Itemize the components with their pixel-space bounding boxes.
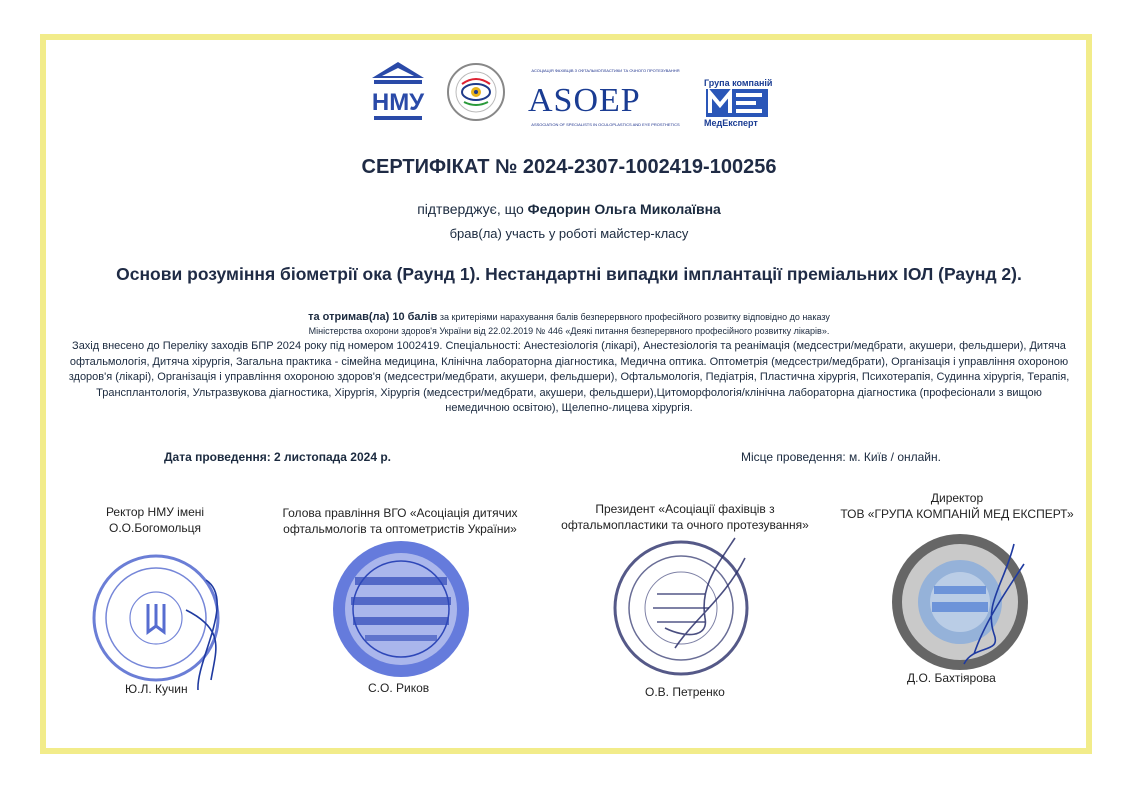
medexpert-logo xyxy=(704,78,772,128)
points-block xyxy=(0,310,1138,338)
points-text: за критеріями нарахування балів безперервного професійного розвитку відповідно до наказу xyxy=(437,312,830,322)
medexpert-group-label: Група компаній xyxy=(704,78,773,88)
signer-name: Ю.Л. Кучин xyxy=(125,682,188,696)
stamp-children-association xyxy=(327,537,477,679)
signer-position: Президент «Асоціації фахівців з офтальмопластики та очного протезування» xyxy=(561,502,809,532)
signer-position: Ректор НМУ імені О.О.Богомольця xyxy=(105,505,205,535)
confirm-line xyxy=(0,201,1138,217)
attendance-line: брав(ла) участь у роботі майстер-класу xyxy=(449,226,689,241)
svg-text:НМУ: НМУ xyxy=(371,89,425,116)
association-round-logo xyxy=(446,62,506,122)
medexpert-mark-icon xyxy=(706,89,768,117)
signature-block-medexpert xyxy=(830,490,1084,522)
course-title: Основи розуміння біометрії ока (Раунд 1). Нестандартні випадки імплантації преміальних ІОЛ (Раунд 2). xyxy=(116,264,1022,284)
signature-block-rector xyxy=(80,504,230,536)
asoep-caption-bottom: ASSOCIATION OF SPECIALISTS IN OCULOPLASTICS AND EYE PROSTHETICS xyxy=(531,122,680,127)
signer-position: Голова правління ВГО «Асоціація дитячих офтальмологів та оптометристів України» xyxy=(282,506,518,536)
asoep-caption-top: АСОЦІАЦІЯ ФАХІВЦІВ З ОФТАЛЬМОПЛАСТИКИ ТА ОЧНОГО ПРОТЕЗУВАННЯ xyxy=(531,68,680,73)
signer-position-1: Директор xyxy=(930,491,984,505)
nmu-logo xyxy=(370,60,426,124)
specialties-details: Захід внесено до Переліку заходів БПР 2024 року під номером 1002419. Спеціальності: Анестезіологія (лікарі), Анестезіологія та реанімація (медсестри/медбрати, акушери, фельдшери), Дитяча офтальмологія, Дитяча хірургія, Загальна практика - сімейна медицина, Клінічна лабораторна діагностика, Медична оптика. Оптометрія (медсестри/медбрати), Організація і управління охороною здоров'я (лікарі), Організація і управління охороною здоров'я (медсестри/медбрати, акушери, фельдшери), Офтальмологія, Педіатрія, Пластична хірургія, Психотерапія, Судинна хірургія, Терапія, Трансплантологія, Ультразвукова діагностика, Хірургія, Хірургія (медсестри/медбрати, акушери, фельдшери),Цитоморфологія/клінічна лабораторна діагностика (професіонали з вищою немедичною освітою), Щелепно-лицева хірургія. xyxy=(68,340,1070,414)
order-line: Міністерства охорони здоров'я України від 22.02.2019 № 446 «Деякі питання безперервного професійного розвитку лікарів». xyxy=(308,326,830,336)
logo-row xyxy=(0,60,1138,130)
confirm-prefix: підтверджує, що xyxy=(417,201,524,217)
asoep-logo xyxy=(528,68,683,128)
stamp-oculoplastics xyxy=(605,528,770,678)
event-place: Місце проведення: м. Київ / онлайн. xyxy=(741,450,941,464)
signer-name: Д.О. Бахтіярова xyxy=(907,671,996,685)
certificate-title: СЕРТИФІКАТ № 2024-2307-1002419-100256 xyxy=(361,156,777,178)
participant-name: Федорин Ольга Миколаївна xyxy=(527,201,721,217)
event-date: Дата проведення: 2 листопада 2024 р. xyxy=(164,450,391,464)
signature-block-children-ophthalmologists xyxy=(268,505,532,537)
asoep-wordmark: ASOEP xyxy=(528,82,641,119)
signer-position-2: ТОВ «ГРУПА КОМПАНІЙ МЕД ЕКСПЕРТ» xyxy=(840,507,1074,521)
signer-name: С.О. Риков xyxy=(368,681,430,695)
signer-name: О.В. Петренко xyxy=(645,685,725,699)
stamp-nmu xyxy=(86,540,246,690)
points-bold: та отримав(ла) 10 балів xyxy=(308,311,438,323)
stamp-medexpert xyxy=(884,524,1044,674)
medexpert-name: МедЕксперт xyxy=(704,118,758,128)
